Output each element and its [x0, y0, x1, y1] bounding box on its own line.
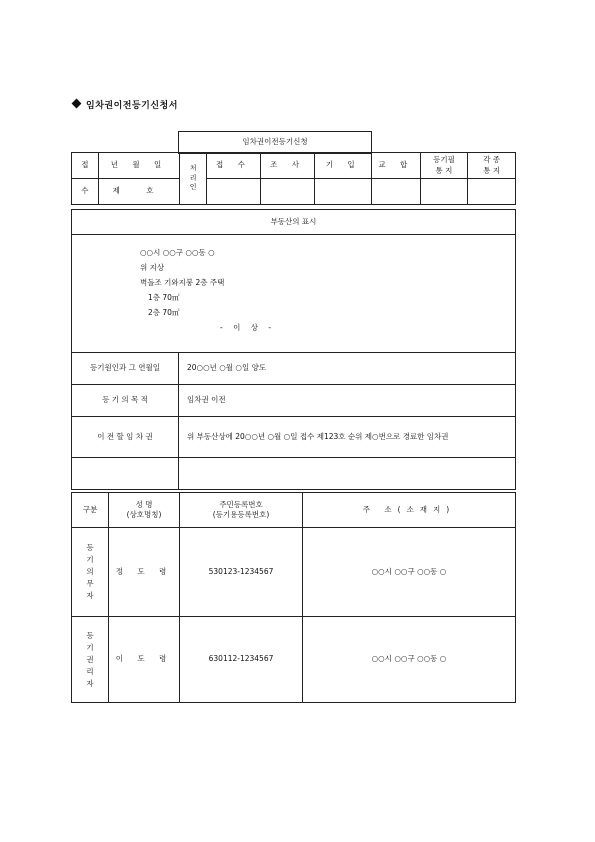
obligee-name: 이 도 령: [109, 617, 180, 703]
obligor-role: 등 기 의 무 자: [72, 528, 109, 617]
lease-right-label: 이 전 할 임 차 권: [72, 417, 179, 458]
reception-table: [71, 152, 516, 205]
reception-label-1: 접: [72, 153, 99, 179]
col-id-number: 주민등록번호 (등기용등록번호): [180, 493, 303, 528]
obligor-id: 530123-1234567: [180, 528, 303, 617]
property-line-4: 1층 70㎡: [148, 293, 180, 302]
col-various-notice: 각 종 통 지: [468, 153, 516, 179]
col-registered-notice: 등기필 통 지: [420, 153, 468, 179]
diamond-bullet-icon: [72, 99, 82, 109]
cell-various-notice-blank: [468, 179, 516, 205]
banner-table: [178, 131, 372, 154]
property-line-end: - 이 상 -: [220, 323, 272, 332]
obligee-address: ○○시 ○○구 ○○동 ○: [303, 617, 516, 703]
purpose-label: 등 기 의 목 적: [72, 385, 179, 417]
date-label: 년 월 일: [98, 153, 179, 179]
col-address: 주 소(소재지): [303, 493, 516, 528]
property-line-2: 위 지상: [140, 263, 165, 272]
cell-investigation-blank: [260, 179, 315, 205]
lease-right-value: 위 부동산상에 20○○년 ○월 ○일 접수 제123호 순위 제○번으로 경료한 임차권: [179, 417, 516, 458]
cell-registered-notice-blank: [420, 179, 468, 205]
obligee-id: 630112-1234567: [180, 617, 303, 703]
cause-value: 20○○년 ○월 ○일 양도: [179, 353, 516, 385]
cell-entry-blank: [315, 179, 372, 205]
property-heading: 부동산의 표시: [72, 210, 516, 235]
col-collation: 교 합: [371, 153, 420, 179]
main-table: [71, 209, 516, 490]
obligee-row: [72, 617, 516, 703]
cell-collation-blank: [371, 179, 420, 205]
blank-label: [72, 458, 179, 490]
obligor-address: ○○시 ○○구 ○○동 ○: [303, 528, 516, 617]
purpose-value: 임차권 이전: [179, 385, 516, 417]
blank-value: [179, 458, 516, 490]
property-line-1: ○○시 ○○구 ○○동 ○: [140, 248, 215, 257]
cause-label: 등기원인과 그 연월일: [72, 353, 179, 385]
banner-cell: 임차권이전등기신청: [179, 132, 372, 154]
col-category: 구분: [72, 493, 109, 528]
reception-label-2: 수: [72, 179, 99, 205]
property-line-5: 2층 70㎡: [148, 308, 180, 317]
obligee-role: 등 기 권 리 자: [72, 617, 109, 703]
obligor-row: [72, 528, 516, 617]
page-title: [73, 98, 178, 111]
col-investigation: 조 사: [260, 153, 315, 179]
col-entry: 기 입: [315, 153, 372, 179]
col-name: 성 명 (상호명칭): [109, 493, 180, 528]
number-label: 제 호: [98, 179, 179, 205]
cell-reception-blank: [207, 179, 261, 205]
page-title-text: 임차권이전등기신청서: [86, 101, 178, 111]
col-reception: 접 수: [207, 153, 261, 179]
parties-table: [71, 492, 516, 703]
property-line-3: 벽돌조 기와지붕 2층 주택: [140, 278, 225, 287]
handler-label: 처 리 인: [180, 153, 207, 205]
obligor-name: 정 도 령: [109, 528, 180, 617]
property-description: [72, 235, 516, 353]
